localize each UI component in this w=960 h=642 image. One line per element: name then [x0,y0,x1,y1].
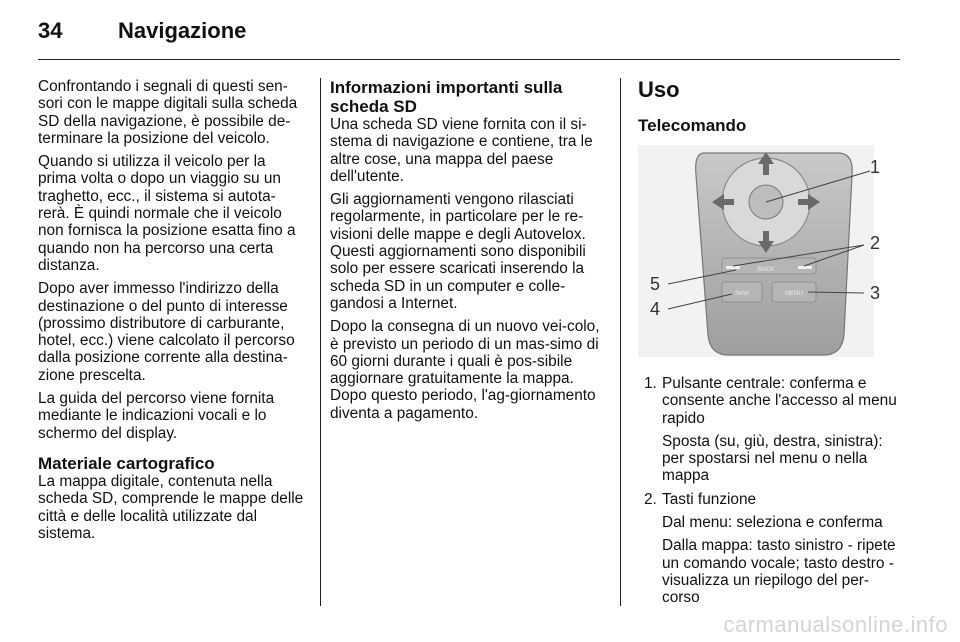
remote-control-figure [638,145,881,357]
paragraph: Quando si utilizza il veicolo per la prima volta o dopo un viaggio su un traghetto, ecc., il sistema si autota-rerà. È quindi normale che il veicolo non forniscа la posizione esatta fino a quando non ha percorso una certa distanza. [38,153,296,274]
column-divider-1 [320,78,321,606]
navi-key-label: NAVI [735,291,749,297]
item-number: 2. [644,490,657,508]
section-heading-sd: Informazioni importanti sulla scheda SD [330,78,563,116]
item-text: Tasti funzione [662,490,757,508]
paragraph: La mappa digitale, contenuta nella scheda SD, comprende le mappe delle città e delle località utilizzate dal sistema. [38,472,304,542]
callout-4: 4 [650,299,661,319]
page-number: 34 [38,18,63,43]
callout-3: 3 [870,283,881,303]
section-heading-use: Uso [638,77,680,102]
list-item [638,375,902,485]
item-number: 1. [644,375,657,392]
paragraph: La guida del percorso viene fornita mediante le indicazioni vocali e lo schermo del display. [38,390,275,442]
function-list [638,375,902,607]
header-rule [38,59,900,60]
item-subtext: Dal menu: seleziona e conferma [662,514,883,532]
subheading-remote: Telecomando [638,116,747,135]
item-subtext: Sposta (su, giù, destra, sinistra): per spostarsi nel menu o nella mappa [662,432,883,485]
watermark: carmanualsonline.info [723,612,948,637]
paragraph: Dopo la consegna di un nuovo vei-colo, è previsto un periodo di un mas-simo di 60 giorni durante i quali è pos-sibile aggiornare gratuitamente la mappa. Dopo questo periodo, l'ag-giornamento diventa a pagamento. [330,318,600,422]
callout-1: 1 [870,157,881,177]
menu-key-label: MENU [785,291,803,297]
remote-control-illustration [638,145,881,357]
section-heading-map: Materiale cartografico [38,453,215,473]
page-title: Navigazione [118,18,247,43]
item-text: Pulsante centrale: conferma e consente anche l'accesso al menu rapido [662,375,897,427]
back-key-label: BACK [757,267,775,273]
paragraph: Una scheda SD viene fornita con il si-stema di navigazione e contiene, tra le altre cose, una mappa del paese dell'utente. [330,116,593,185]
callout-5: 5 [650,274,661,294]
paragraph: Confrontando i segnali di questi sen-sori con le mappe digitali sulla scheda SD della navigazione, è possibile de-terminare la posizione del veicolo. [38,78,298,147]
column-divider-2 [620,78,621,606]
paragraph: Dopo aver immesso l'indirizzo della destinazione o del punto di interesse (prossimo distributore di carburante, hotel, ecc.) viene calcolato il percorso dalla posizione corrente alla destina-zione prescelta. [38,280,295,384]
callout-2: 2 [870,233,881,253]
list-item [638,491,902,607]
column-3 [638,78,902,613]
paragraph: Gli aggiornamenti vengono rilasciati regolarmente, in particolare per le re-visioni delle mappe e degli Autovelox. Questi aggiornamenti sono disponibili solo per essere scaricati inserendo la scheda SD in un computer e colle-gandosi a Internet. [330,191,586,312]
column-2 [330,78,605,428]
item-subtext: Dalla mappa: tasto sinistro - ripete un comando vocale; tasto destro - visualizza un riepilogo del per-corso [662,537,896,607]
column-1 [38,78,306,548]
